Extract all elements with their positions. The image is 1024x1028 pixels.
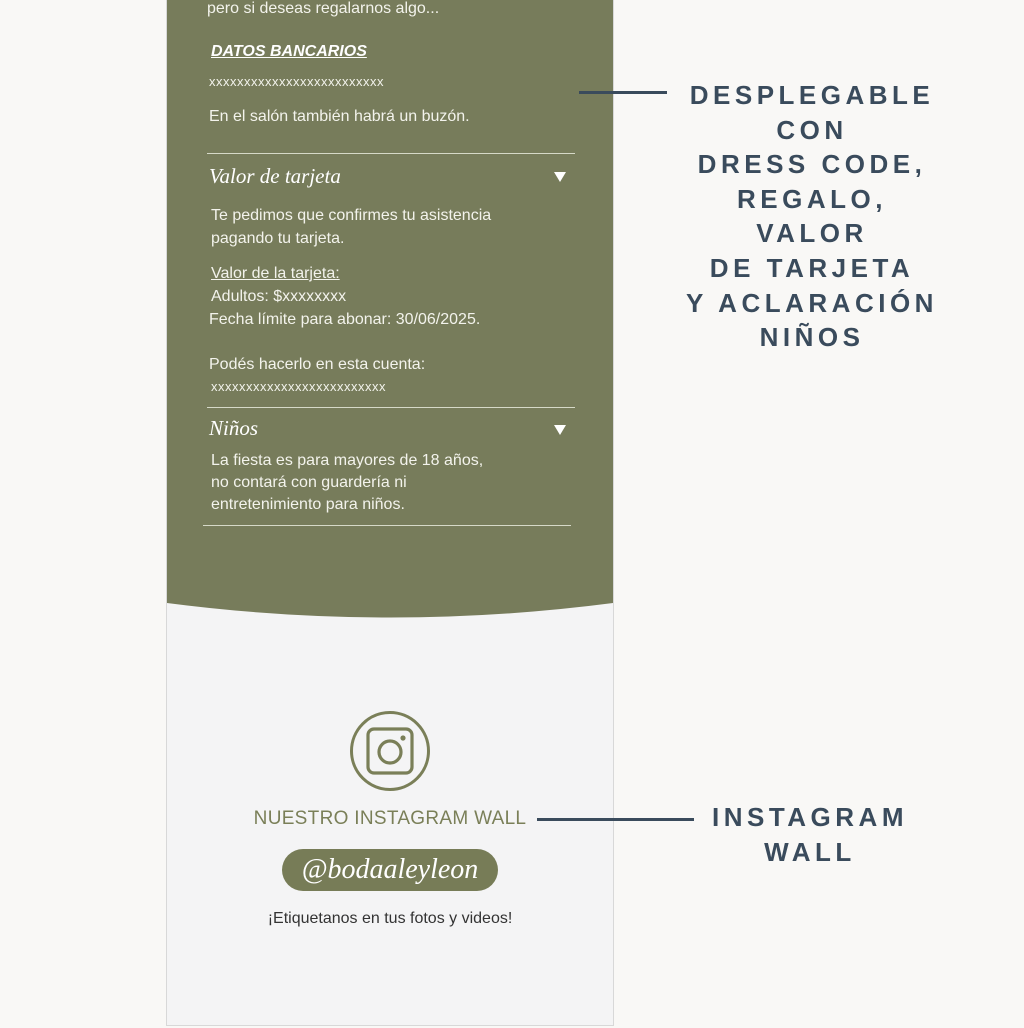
callout-instagram-line: WALL	[764, 836, 856, 867]
chevron-down-icon[interactable]	[554, 425, 566, 435]
phone-mockup	[166, 0, 614, 1026]
callout-accordion-line: NIÑOS	[759, 322, 865, 353]
green-info-section	[167, 0, 613, 640]
card-value-account-label: Podés hacerlo en esta cuenta:	[209, 356, 426, 373]
accordion-title-kids[interactable]: Niños	[209, 416, 259, 440]
card-value-adults: Adultos: $xxxxxxxx	[211, 288, 347, 305]
card-value-deadline: Fecha límite para abonar: 30/06/2025.	[209, 311, 481, 328]
callout-line-instagram	[537, 818, 694, 821]
instagram-icon[interactable]	[349, 710, 431, 792]
callout-instagram	[690, 800, 930, 869]
divider	[207, 153, 575, 154]
callout-line-accordion	[579, 91, 667, 94]
mailbox-note: En el salón también habrá un buzón.	[209, 108, 470, 125]
card-value-account: xxxxxxxxxxxxxxxxxxxxxxxxx	[211, 379, 386, 394]
kids-line3: entretenimiento para niños.	[211, 496, 405, 513]
callout-accordion	[672, 78, 952, 355]
callout-accordion-line: Y ACLARACIÓN	[686, 287, 938, 318]
divider	[207, 407, 575, 408]
card-value-label: Valor de la tarjeta:	[211, 265, 340, 282]
gift-intro: pero si deseas regalarnos algo...	[207, 0, 440, 17]
bank-details-title: DATOS BANCARIOS	[211, 43, 367, 60]
kids-line2: no contará con guardería ni	[211, 474, 407, 491]
callout-accordion-line: REGALO,	[737, 183, 887, 214]
divider	[203, 525, 571, 526]
card-value-line2: pagando tu tarjeta.	[211, 230, 345, 247]
kids-line1: La fiesta es para mayores de 18 años,	[211, 452, 484, 469]
accordion-title-card-value[interactable]: Valor de tarjeta	[209, 164, 341, 188]
callout-accordion-line: DE TARJETA	[709, 252, 915, 283]
card-value-line1: Te pedimos que confirmes tu asistencia	[211, 207, 492, 224]
callout-accordion-line: DESPLEGABLE	[689, 80, 935, 110]
instagram-handle-button[interactable]: @bodaaleyleon	[282, 849, 498, 891]
instagram-wall-label: NUESTRO INSTAGRAM WALL	[253, 808, 527, 829]
callout-accordion-line: DRESS CODE,	[697, 149, 927, 180]
chevron-down-icon[interactable]	[554, 172, 566, 182]
callout-instagram-line: INSTAGRAM	[711, 802, 908, 832]
callout-accordion-line: VALOR	[756, 218, 868, 249]
instagram-cta: ¡Etiquetanos en tus fotos y videos!	[267, 910, 513, 927]
bank-account: xxxxxxxxxxxxxxxxxxxxxxxxx	[209, 74, 384, 89]
callout-accordion-line: CON	[776, 114, 848, 145]
